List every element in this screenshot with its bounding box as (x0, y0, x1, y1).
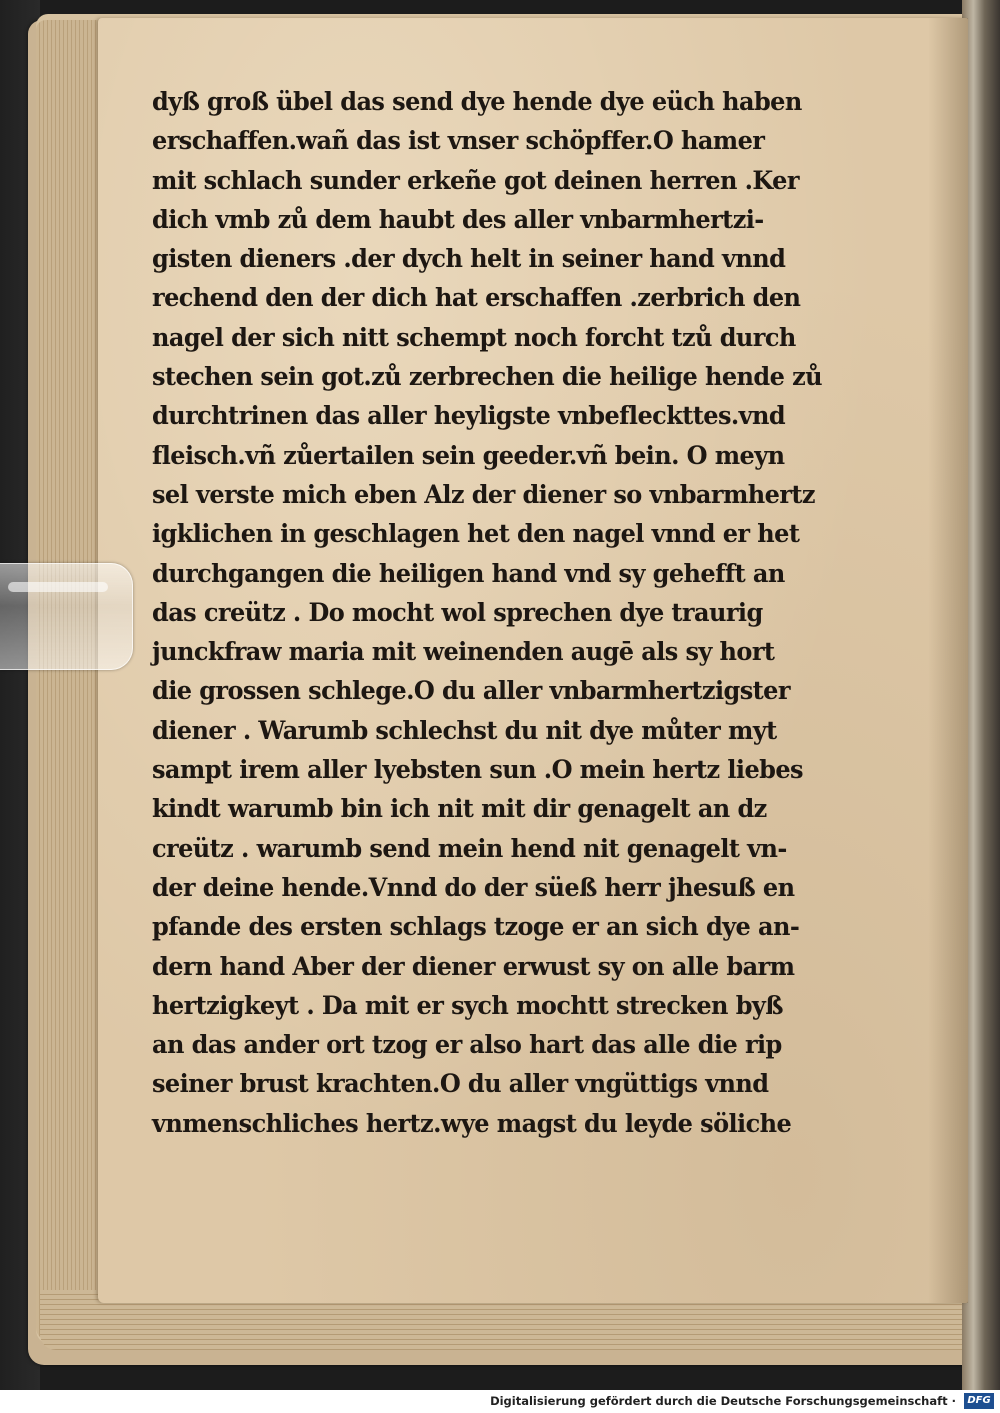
text-line: durchtrinen das aller heyligste vnbefleckttes.vnd (152, 401, 786, 431)
text-line: der deine hende.Vnnd do der süeß herr jhesuß en (152, 872, 795, 902)
text-line: creütz . warumb send mein hend nit genagelt vn- (152, 833, 787, 863)
text-line: die grossen schlege.O du aller vnbarmhertzigster (152, 676, 790, 706)
text-line: hertzigkeyt . Da mit er sych mochtt strecken byß (152, 990, 783, 1020)
text-line: dich vmb zů dem haubt des aller vnbarmhertzi- (152, 204, 764, 234)
text-line: sel verste mich eben Alz der diener so vnbarmhertz (152, 479, 815, 509)
text-line: igklichen in geschlagen het den nagel vnnd er het (152, 519, 800, 549)
text-line: stechen sein got.zů zerbrechen die heilige hende zů (152, 362, 823, 392)
clip-highlight (8, 582, 108, 592)
digitization-footer (0, 1390, 1000, 1413)
text-line: erschaffen.wañ das ist vnser schöpffer.O hamer (152, 126, 765, 156)
text-line: mit schlach sunder erkeñe got deinen herren .Ker (152, 165, 799, 195)
text-line: an das ander ort tzog er also hart das alle die rip (152, 1030, 782, 1060)
text-line: dyß groß übel das send dye hende dye eüch haben (152, 87, 802, 116)
text-line: nagel der sich nitt schempt noch forcht tzů durch (152, 322, 796, 352)
text-line: dern hand Aber der diener erwust sy on alle barm (152, 951, 795, 981)
text-line: seiner brust krachten.O du aller vngüttigs vnnd (152, 1069, 769, 1099)
text-line: rechend den der dich hat erschaffen .zerbrich den (152, 283, 801, 313)
text-line: fleisch.vñ zůertailen sein geeder.vñ bein. O meyn (152, 440, 785, 470)
text-line: kindt warumb bin ich nit mit dir genagelt an dz (152, 794, 767, 824)
text-line: gisten dieners .der dych helt in seiner hand vnnd (152, 244, 786, 274)
text-line: sampt irem aller lyebsten sun .O mein hertz liebes (152, 755, 803, 785)
dfg-logo-icon: DFG (964, 1393, 994, 1409)
text-line: vnmenschliches hertz.wye magst du leyde söliche (152, 1108, 792, 1138)
text-line: diener . Warumb schlechst du nit dye můter myt (152, 715, 777, 745)
text-line: junckfraw maria mit weinenden augē als sy hort (152, 637, 775, 667)
gutter-shadow (928, 18, 968, 1303)
text-line: das creütz . Do mocht wol sprechen dye traurig (152, 597, 763, 627)
page-edges-left (36, 20, 106, 1340)
blackletter-text-block (152, 82, 823, 1143)
text-line: durchgangen die heiligen hand vnd sy gehefft an (152, 558, 785, 588)
footer-credit: Digitalisierung gefördert durch die Deutsche Forschungsgemeinschaft · (490, 1394, 956, 1408)
plastic-page-clip (0, 563, 133, 670)
text-line: pfande des ersten schlags tzoge er an sich dye an- (152, 912, 800, 942)
